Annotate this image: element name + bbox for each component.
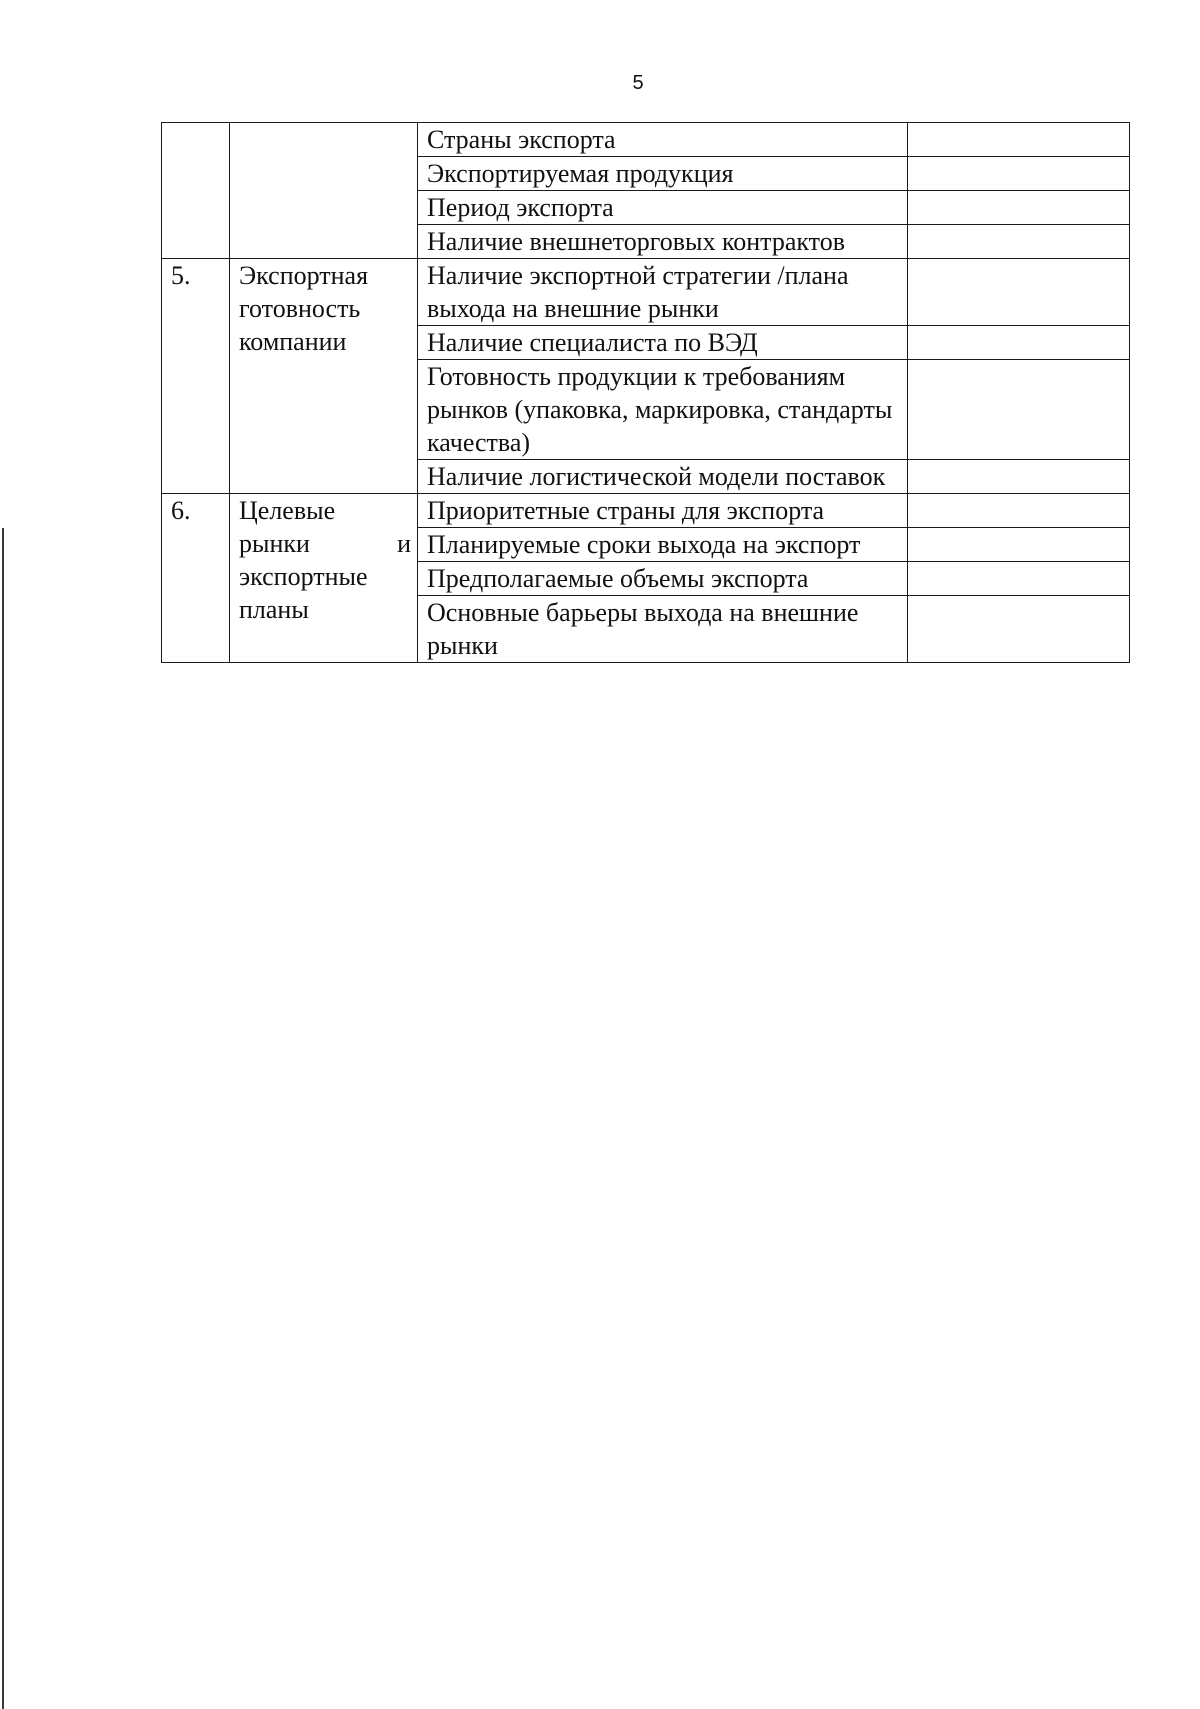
criterion-cell: Наличие внешнеторговых контрактов <box>418 225 908 259</box>
answer-cell[interactable] <box>908 596 1130 663</box>
answer-cell[interactable] <box>908 494 1130 528</box>
answer-cell[interactable] <box>908 360 1130 460</box>
table-row <box>162 494 1130 528</box>
section-title-line: планы <box>239 595 309 624</box>
section-title-line <box>239 527 411 560</box>
answer-cell[interactable] <box>908 191 1130 225</box>
criterion-cell: Основные барьеры выхода на внешние рынки <box>418 596 908 663</box>
export-readiness-table <box>161 122 1130 663</box>
section-title-word: и <box>397 529 411 558</box>
criterion-cell: Страны экспорта <box>418 123 908 157</box>
table-row <box>162 259 1130 326</box>
criterion-cell: Наличие специалиста по ВЭД <box>418 326 908 360</box>
criterion-cell: Период экспорта <box>418 191 908 225</box>
criterion-cell: Предполагаемые объемы экспорта <box>418 562 908 596</box>
criterion-cell: Планируемые сроки выхода на экспорт <box>418 528 908 562</box>
section-title-line: Целевые <box>239 496 336 525</box>
answer-cell[interactable] <box>908 225 1130 259</box>
section-title-cell <box>230 123 418 259</box>
section-title-line: Экспортная <box>239 261 369 290</box>
section-title-cell <box>230 259 418 494</box>
section-title-line: компании <box>239 327 347 356</box>
page-number: 5 <box>632 72 644 94</box>
criterion-cell: Наличие логистической модели поставок <box>418 460 908 494</box>
answer-cell[interactable] <box>908 123 1130 157</box>
row-number-cell: 6. <box>162 494 230 663</box>
criterion-cell: Готовность продукции к требованиям рынков (упаковка, маркировка, стандарты качества) <box>418 360 908 460</box>
section-title-cell <box>230 494 418 663</box>
answer-cell[interactable] <box>908 562 1130 596</box>
answer-cell[interactable] <box>908 157 1130 191</box>
answer-cell[interactable] <box>908 326 1130 360</box>
scan-edge-line <box>2 528 4 1709</box>
row-number-cell <box>162 123 230 259</box>
criterion-cell: Приоритетные страны для экспорта <box>418 494 908 528</box>
answer-cell[interactable] <box>908 528 1130 562</box>
criterion-cell: Наличие экспортной стратегии /плана выхода на внешние рынки <box>418 259 908 326</box>
answer-cell[interactable] <box>908 259 1130 326</box>
section-title-line: экспортные <box>239 562 368 591</box>
answer-cell[interactable] <box>908 460 1130 494</box>
section-title-line: готовность <box>239 294 361 323</box>
row-number-cell: 5. <box>162 259 230 494</box>
section-title-word: рынки <box>239 529 310 558</box>
criterion-cell: Экспортируемая продукция <box>418 157 908 191</box>
table-row <box>162 123 1130 157</box>
